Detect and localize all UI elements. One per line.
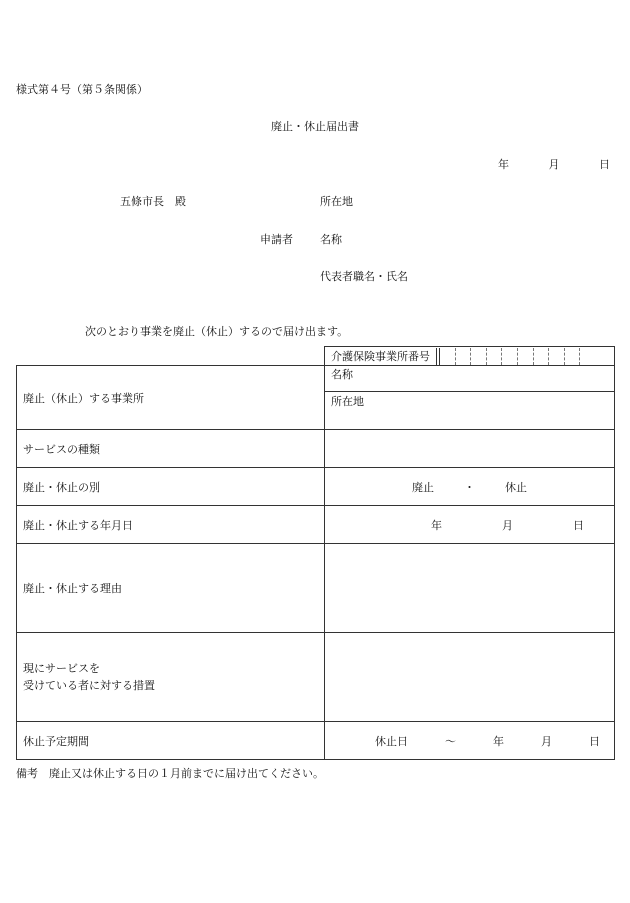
office-number-digit-box[interactable] xyxy=(548,348,564,365)
office-number-digit-box[interactable] xyxy=(579,348,595,365)
facility-address-label: 所在地 xyxy=(331,395,364,408)
date-row-day: 日 xyxy=(573,518,584,532)
service-type-label: サービスの種類 xyxy=(23,442,100,456)
facility-value-cell[interactable] xyxy=(325,366,615,430)
facility-name-label: 名称 xyxy=(331,368,353,381)
service-type-label-cell xyxy=(17,430,325,468)
period-label-cell xyxy=(17,722,325,760)
period-value-cell[interactable] xyxy=(325,722,615,760)
form-number: 様式第４号（第５条関係） xyxy=(16,83,148,96)
reason-label-cell xyxy=(17,544,325,633)
period-month: 月 xyxy=(541,734,552,748)
category-label-cell xyxy=(17,468,325,506)
measures-label-cell xyxy=(17,633,325,722)
office-number-cell[interactable] xyxy=(325,347,615,366)
office-number-digit-box[interactable] xyxy=(486,348,502,365)
office-number-label: 介護保険事業所番号 xyxy=(331,348,437,365)
service-type-value-cell[interactable] xyxy=(325,430,615,468)
document-title: 廃止・休止届出書 xyxy=(271,120,359,133)
note-text: 備考 廃止又は休止する日の１月前までに届け出てください。 xyxy=(16,767,324,780)
office-number-digit-box[interactable] xyxy=(455,348,471,365)
applicant-address-label: 所在地 xyxy=(320,195,353,208)
facility-address-row[interactable] xyxy=(331,392,608,415)
measures-value-cell[interactable] xyxy=(325,633,615,722)
notification-table xyxy=(16,346,615,760)
option-suspend[interactable]: 休止 xyxy=(505,480,527,494)
category-label: 廃止・休止の別 xyxy=(23,480,100,494)
option-separator: ・ xyxy=(464,480,475,494)
facility-label: 廃止（休止）する事業所 xyxy=(23,391,144,405)
date-label-cell xyxy=(17,506,325,544)
date-month-label: 月 xyxy=(548,158,560,171)
category-value-cell[interactable] xyxy=(325,468,615,506)
office-number-digit-box[interactable] xyxy=(439,348,455,365)
date-year-label: 年 xyxy=(498,158,509,171)
office-number-digit-box[interactable] xyxy=(533,348,549,365)
blank-cell xyxy=(17,347,325,366)
date-day-label: 日 xyxy=(599,158,610,171)
date-row-month: 月 xyxy=(502,518,513,532)
office-number-digit-box[interactable] xyxy=(517,348,533,365)
applicant-name-label: 名称 xyxy=(320,233,342,246)
period-tilde: ～ xyxy=(445,734,456,748)
date-value-cell[interactable] xyxy=(325,506,615,544)
period-start-label: 休止日 xyxy=(375,734,408,748)
office-number-digit-box[interactable] xyxy=(470,348,486,365)
representative-label: 代表者職名・氏名 xyxy=(320,270,408,283)
statement-text: 次のとおり事業を廃止（休止）するので届け出ます。 xyxy=(85,325,349,338)
period-label: 休止予定期間 xyxy=(23,734,89,748)
facility-label-cell xyxy=(17,366,325,430)
office-number-digit-box[interactable] xyxy=(564,348,580,365)
reason-value-cell[interactable] xyxy=(325,544,615,633)
measures-label-line1: 現にサービスを xyxy=(23,662,100,675)
period-day: 日 xyxy=(589,734,600,748)
period-year: 年 xyxy=(493,734,504,748)
applicant-label: 申請者 xyxy=(260,233,293,246)
date-label: 廃止・休止する年月日 xyxy=(23,518,133,532)
addressee: 五條市長 殿 xyxy=(120,195,186,208)
measures-label-line2: 受けている者に対する措置 xyxy=(23,679,155,692)
submission-date xyxy=(498,156,610,172)
office-number-digit-boxes[interactable] xyxy=(439,348,595,365)
option-abolish[interactable]: 廃止 xyxy=(412,480,434,494)
reason-label: 廃止・休止する理由 xyxy=(23,582,122,595)
office-number-digit-box[interactable] xyxy=(501,348,517,365)
date-row-year: 年 xyxy=(431,518,442,532)
facility-name-row[interactable] xyxy=(325,366,614,392)
